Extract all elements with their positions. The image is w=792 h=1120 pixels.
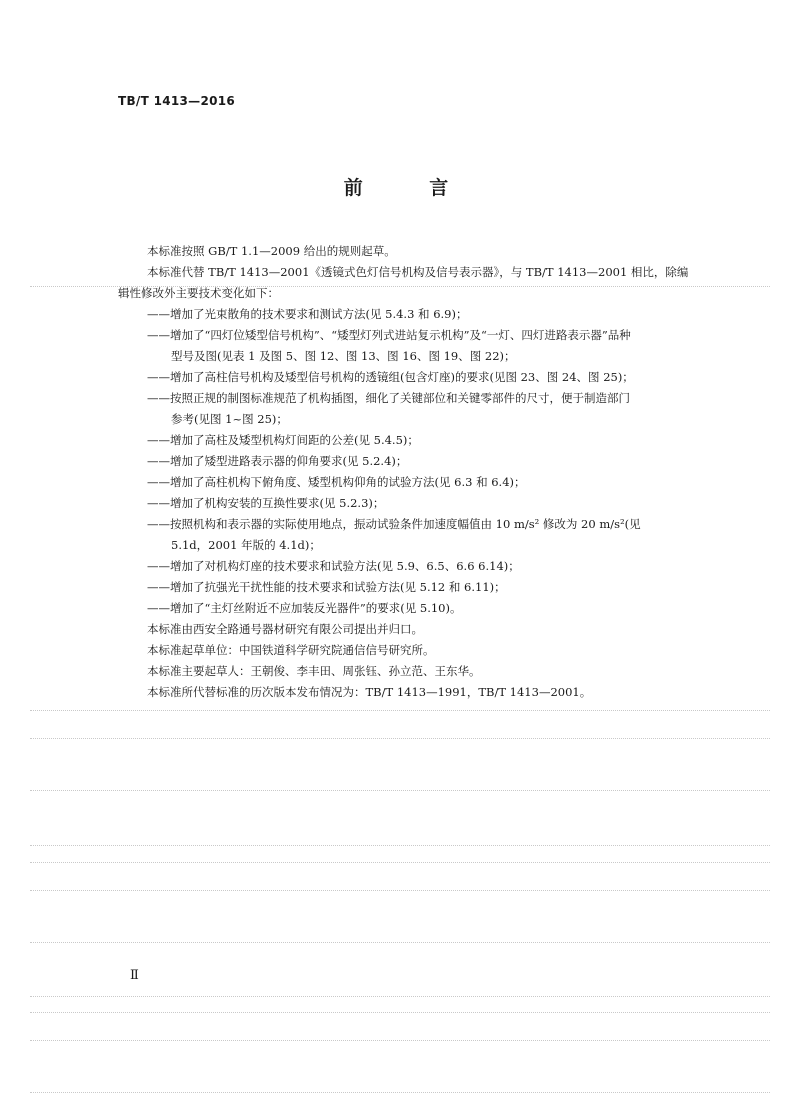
page-title: 前 言 [343,177,479,199]
change-item-continuation: 型号及图(见表 1 及图 5、图 12、图 13、图 16、图 19、图 22)； [171,349,516,363]
change-item-text: ——增加了对机构灯座的技术要求和试验方法(见 5.9、6.5、6.6 6.14)； [147,559,520,573]
paragraph: 本标准由西安全路通号器材研究有限公司提出并归口。 [147,622,423,636]
change-item-text: ——按照机构和表示器的实际使用地点，振动试验条件加速度幅值由 10 m/s² 修改为 20 m/s²(见 [147,517,641,531]
scan-line [30,738,770,739]
scan-line [30,1012,770,1013]
scan-line [30,1040,770,1041]
change-item-text: ——增加了矮型进路表示器的仰角要求(见 5.2.4)； [147,454,408,468]
change-item [118,577,698,598]
change-item [118,430,698,451]
change-item-text: ——增加了高柱及矮型机构灯间距的公差(见 5.4.5)； [147,433,419,447]
change-item-continuation: 5.1d，2001 年版的 4.1d)； [171,538,321,552]
change-item [118,367,698,388]
paragraph: 本标准所代替标准的历次版本发布情况为：TB/T 1413—1991，TB/T 1413—2001。 [147,685,592,699]
change-item [118,514,698,556]
change-item [118,493,698,514]
change-item-text: ——增加了高柱机构下俯角度、矮型机构仰角的试验方法(见 6.3 和 6.4)； [147,475,526,489]
change-item-text: ——增加了“主灯丝附近不应加装反光器件”的要求(见 5.10)。 [147,601,462,615]
scan-line [30,890,770,891]
change-item-text: ——增加了高柱信号机构及矮型信号机构的透镜组(包含灯座)的要求(见图 23、图 24、图 25)； [147,370,634,384]
change-item-continuation: 参考(见图 1~图 25)； [171,412,288,426]
scan-line [30,845,770,846]
scan-line [30,996,770,997]
change-item-text: ——增加了“四灯位矮型信号机构”、“矮型灯列式进站复示机构”及“一灯、四灯进路表示器”品种 [147,328,631,342]
change-item [118,472,698,493]
scan-line [30,710,770,711]
scan-line [30,942,770,943]
scan-line [30,790,770,791]
change-item [118,304,698,325]
change-item [118,451,698,472]
paragraph: 本标准起草单位：中国铁道科学研究院通信信号研究所。 [147,643,435,657]
paragraph: 本标准代替 TB/T 1413—2001《透镜式色灯信号机构及信号表示器》，与 TB/T 1413—2001 相比，除编辑性修改外主要技术变化如下： [118,265,689,300]
scan-line [30,862,770,863]
page-number: Ⅱ [130,968,139,983]
change-item-text: ——增加了光束散角的技术要求和测试方法(见 5.4.3 和 6.9)； [147,307,468,321]
change-item [118,388,698,430]
change-item [118,598,698,619]
change-item [118,556,698,577]
change-list [118,304,698,619]
change-item-text: ——增加了抗强光干扰性能的技术要求和试验方法(见 5.12 和 6.11)； [147,580,506,594]
paragraph: 本标准按照 GB/T 1.1—2009 给出的规则起草。 [147,244,396,258]
foreword-body [118,241,698,703]
change-item-text: ——增加了机构安装的互换性要求(见 5.2.3)； [147,496,385,510]
document-code: TB/T 1413—2016 [118,94,236,108]
change-item [118,325,698,367]
change-item-text: ——按照正规的制图标准规范了机构插图，细化了关键部位和关键零部件的尺寸，便于制造部门 [147,391,630,405]
scan-line [30,1092,770,1093]
paragraph: 本标准主要起草人：王朝俊、李丰田、周张钰、孙立范、王东华。 [147,664,481,678]
